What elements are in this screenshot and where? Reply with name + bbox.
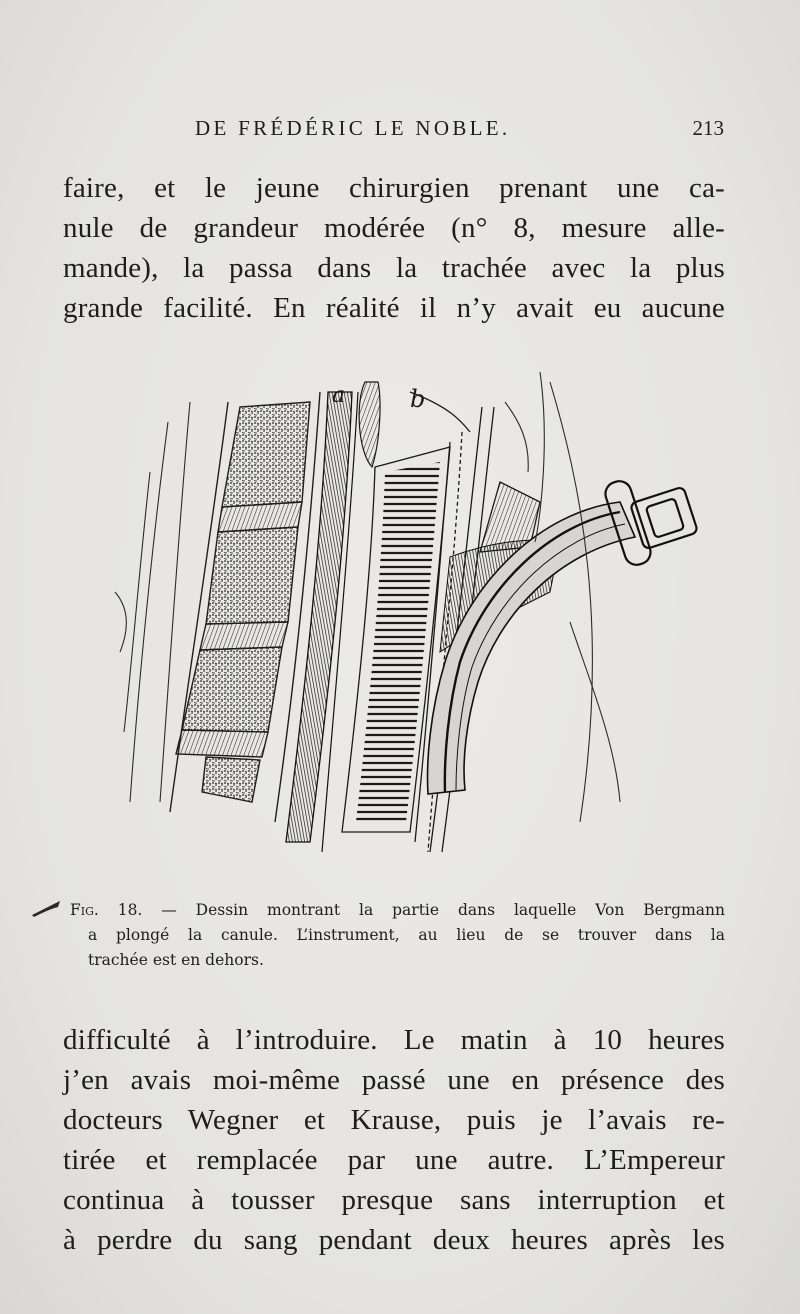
text-line: docteurs Wegner et Krause, puis je l’avais re-: [63, 1104, 725, 1136]
caption-line-1: [70, 898, 725, 923]
caption-line-3: trachée est en dehors.: [88, 951, 264, 969]
text-line: faire, et le jeune chirurgien prenant une ca-: [63, 172, 725, 204]
text-line: j’en avais moi-même passé une en présence des: [63, 1064, 725, 1096]
text-line: tirée et remplacée par une autre. L’Empereur: [63, 1144, 725, 1176]
caption-line-2: a plongé la canule. L’instrument, au lieu de se trouver dans la: [88, 926, 725, 944]
text-line: nule de grandeur modérée (n° 8, mesure alle-: [63, 212, 725, 244]
text-line: difficulté à l’introduire. Le matin à 10 heures: [63, 1024, 725, 1056]
paragraph-bottom: [63, 1020, 725, 1260]
text-line: continua à tousser presque sans interruption et: [63, 1184, 725, 1216]
text-line: grande facilité. En réalité il n’y avait eu aucune: [63, 292, 725, 324]
running-head: [60, 112, 724, 146]
figure-label-a: a: [332, 383, 346, 408]
paragraph-top: [63, 168, 725, 328]
figure-label-b: b: [410, 385, 426, 413]
text-line: mande), la passa dans la trachée avec la plus: [63, 252, 725, 284]
epiglottis: [359, 382, 380, 467]
running-head-title: DE FRÉDÉRIC LE NOBLE.: [195, 116, 511, 140]
figure-caption: [70, 898, 725, 973]
text-line: à perdre du sang pendant deux heures après les: [63, 1224, 725, 1256]
page-number: 213: [692, 116, 724, 140]
cannula: [428, 502, 635, 794]
caption-text: — Dessin montrant la partie dans laquelle Von Bergmann: [142, 901, 725, 919]
anatomical-illustration: [110, 362, 730, 872]
figure-number: Fig. 18.: [70, 901, 143, 919]
pen-mark-icon: [30, 897, 62, 919]
